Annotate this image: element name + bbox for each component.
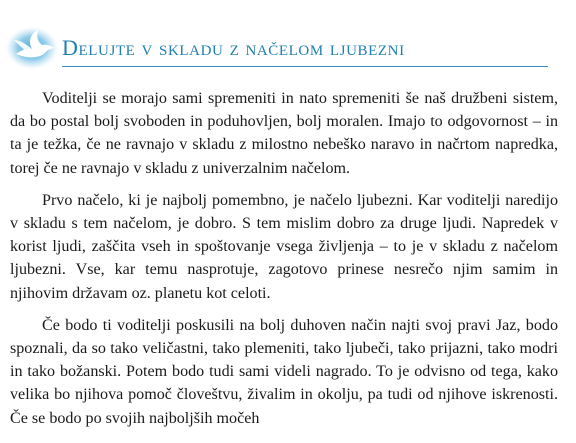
paragraph: Voditelji se morajo sami spremeniti in nato spremeniti še naš družbeni sistem, da bo postal bolj svoboden in poduhovljen, bolj moralen. Imajo to odgovornost – in ta je težka, če ne ravnajo v skladu z milostno nebeško naravo in načrtom napredka, torej če ne ravnajo v skladu z univerzalnim načelom. bbox=[10, 90, 558, 177]
paragraph: Prvo načelo, ki je najbolj pomembno, je načelo ljubezni. Kar voditelji naredijo v skladu s tem načelom, je dobro. S tem mislim dobro za druge ljudi. Napredek v korist ljudi, zaščita vseh in spoštovanje vsega življenja – to je v skladu z načelom ljubezni. Vse, kar temu nasprotuje, zagotovo prinese nesrečo njim samim in njihovim državam oz. planetu kot celoti. bbox=[10, 191, 558, 302]
chapter-header bbox=[0, 22, 576, 72]
body-text bbox=[10, 87, 558, 439]
title-underline bbox=[62, 66, 548, 67]
paragraph: Če bodo ti voditelji poskusili na bolj duhoven način najti svoj pravi Jaz, bodo spoznali, da so tako veličastni, tako plemeniti, tako ljubeči, tako prijazni, tako modri in tako božanski. Potem bodo tudi sami videli nagrado. To je odvisno od tega, kako velika bo njihova pomoč človeštvu, živalim in okolju, pa tudi od njihove iskrenosti. Če se bodo po svojih najboljših močeh bbox=[10, 316, 558, 427]
chapter-title: Delujte v skladu z načelom ljubezni bbox=[62, 35, 405, 60]
dove-icon bbox=[4, 24, 60, 70]
